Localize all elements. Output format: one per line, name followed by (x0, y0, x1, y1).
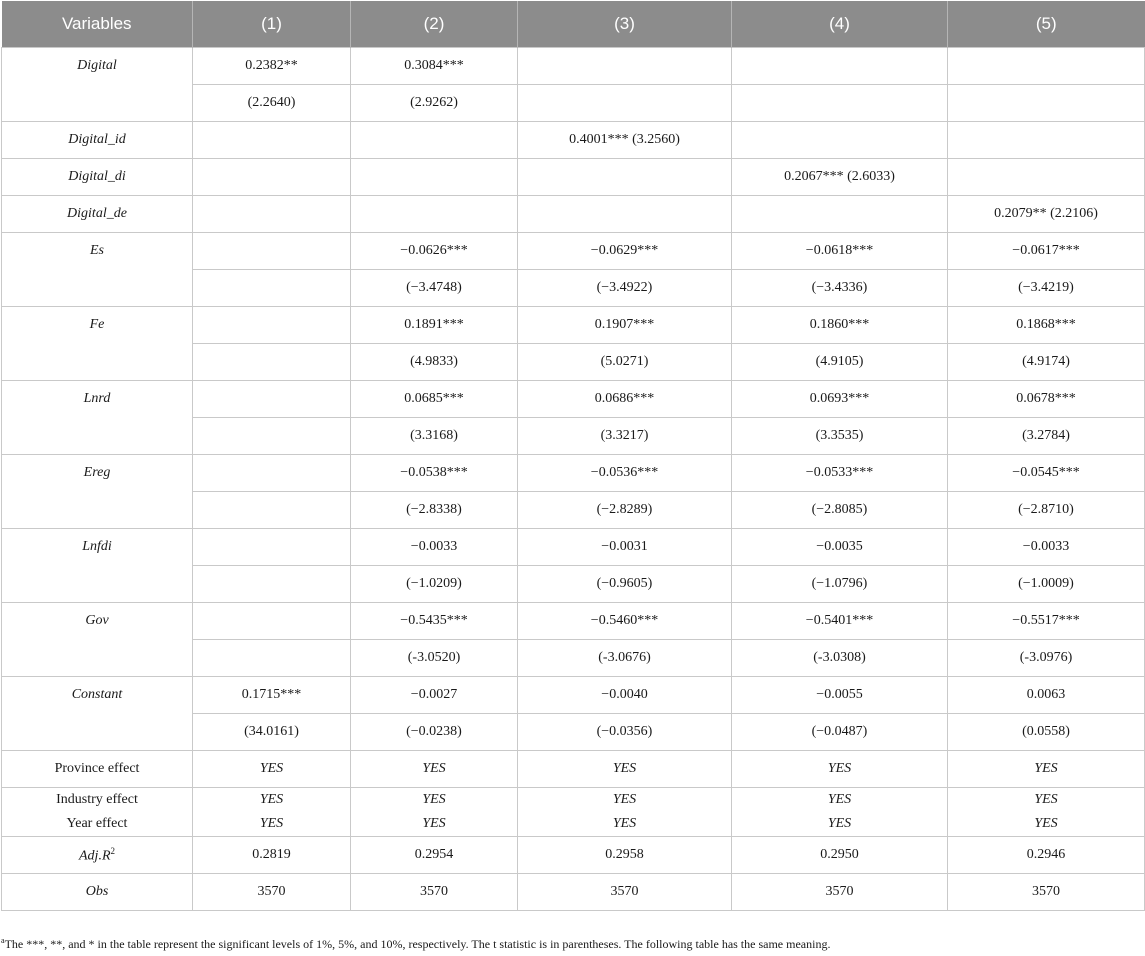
table-row-lnrd (2, 381, 1145, 418)
year-effect-label: Year effect (66, 816, 128, 831)
coef-cell: −0.0617*** (948, 233, 1145, 270)
header-col-5: (5) (948, 1, 1145, 48)
t-stat-cell (193, 418, 351, 455)
t-stat-cell: (4.9174) (948, 344, 1145, 381)
coef-cell (351, 122, 518, 159)
header-variables: Variables (2, 1, 193, 48)
coef-cell: −0.0027 (351, 677, 518, 714)
coef-cell: 0.0686*** (518, 381, 732, 418)
regression-table (1, 1, 1145, 911)
t-stat-cell: (4.9105) (732, 344, 948, 381)
variable-label-digital-de: Digital_de (2, 196, 193, 233)
table-row-gov (2, 603, 1145, 640)
table-row-es (2, 233, 1145, 270)
table-row-adj-r2 (2, 837, 1145, 874)
table-row-digital (2, 48, 1145, 85)
coef-cell: −0.5435*** (351, 603, 518, 640)
t-stat-cell: (3.3217) (518, 418, 732, 455)
table-row-fe (2, 307, 1145, 344)
variable-label-fe: Fe (2, 307, 193, 381)
variable-label-digital-id: Digital_id (2, 122, 193, 159)
coef-cell (518, 159, 732, 196)
t-stat-cell (193, 566, 351, 603)
obs-cell: 3570 (732, 874, 948, 911)
industry-effect-cell: YES (422, 792, 446, 807)
t-stat-cell: (−2.8710) (948, 492, 1145, 529)
t-stat-cell (732, 85, 948, 122)
coef-cell (193, 529, 351, 566)
t-stat-cell: (−3.4922) (518, 270, 732, 307)
variable-label-lnfdi: Lnfdi (2, 529, 193, 603)
t-stat-cell: (−1.0209) (351, 566, 518, 603)
variable-label-gov: Gov (2, 603, 193, 677)
coef-cell (732, 48, 948, 85)
t-stat-cell: (-3.0676) (518, 640, 732, 677)
industry-year-effect-label (2, 788, 193, 837)
coef-cell: 0.2382** (193, 48, 351, 85)
coef-cell (193, 196, 351, 233)
t-stat-cell: (2.2640) (193, 85, 351, 122)
industry-effect-cell: YES (827, 792, 852, 807)
t-stat-cell (193, 270, 351, 307)
coef-cell (193, 233, 351, 270)
t-stat-cell (948, 85, 1145, 122)
province-effect-label: Province effect (2, 751, 193, 788)
t-stat-cell: (−2.8085) (732, 492, 948, 529)
t-stat-cell: (2.9262) (351, 85, 518, 122)
table-row-industry-year-effect (2, 788, 1145, 837)
t-stat-cell: (3.3535) (732, 418, 948, 455)
t-stat-cell: (−2.8338) (351, 492, 518, 529)
coef-cell (518, 196, 732, 233)
header-col-3: (3) (518, 1, 732, 48)
table-row-province-effect (2, 751, 1145, 788)
t-stat-cell: (4.9833) (351, 344, 518, 381)
coef-cell (351, 196, 518, 233)
coef-cell: −0.0626*** (351, 233, 518, 270)
header-row (2, 1, 1145, 48)
adj-r2-label-text: Adj.R (79, 848, 111, 864)
coef-cell: −0.0033 (351, 529, 518, 566)
table-row-constant (2, 677, 1145, 714)
t-stat-cell: (3.2784) (948, 418, 1145, 455)
coef-cell (193, 122, 351, 159)
province-effect-cell: YES (351, 751, 518, 788)
obs-cell: 3570 (948, 874, 1145, 911)
coef-cell: 0.1860*** (732, 307, 948, 344)
t-stat-cell: (34.0161) (193, 714, 351, 751)
t-stat-cell: (−3.4336) (732, 270, 948, 307)
t-stat-cell: (−3.4748) (351, 270, 518, 307)
industry-effect-cell: YES (612, 792, 637, 807)
obs-cell: 3570 (351, 874, 518, 911)
coef-cell: 0.1891*** (351, 307, 518, 344)
year-effect-cell: YES (259, 816, 284, 831)
table-row-digital-di (2, 159, 1145, 196)
year-effect-cell: YES (612, 816, 637, 831)
variable-label-digital-di: Digital_di (2, 159, 193, 196)
coef-cell: −0.0538*** (351, 455, 518, 492)
t-stat-cell: (-3.0976) (948, 640, 1145, 677)
coef-cell: −0.0533*** (732, 455, 948, 492)
table-footnote (1, 936, 830, 952)
coef-cell (193, 307, 351, 344)
coef-cell: 0.0685*** (351, 381, 518, 418)
coef-cell: −0.0536*** (518, 455, 732, 492)
t-stat-cell (193, 492, 351, 529)
industry-year-effect-cell (351, 788, 518, 837)
variable-label-lnrd: Lnrd (2, 381, 193, 455)
variable-label-digital: Digital (2, 48, 193, 122)
coef-cell: −0.0033 (948, 529, 1145, 566)
coef-cell (948, 48, 1145, 85)
coef-cell: −0.5517*** (948, 603, 1145, 640)
footnote-marker: a (1, 936, 5, 945)
coef-cell: 0.2067*** (2.6033) (732, 159, 948, 196)
coef-cell (193, 381, 351, 418)
variable-label-constant: Constant (2, 677, 193, 751)
province-effect-cell: YES (948, 751, 1145, 788)
coef-cell (948, 122, 1145, 159)
header-col-2: (2) (351, 1, 518, 48)
industry-effect-label: Industry effect (56, 792, 138, 807)
header-col-4: (4) (732, 1, 948, 48)
industry-effect-cell: YES (1034, 792, 1058, 807)
t-stat-cell: (5.0271) (518, 344, 732, 381)
t-stat-cell: (3.3168) (351, 418, 518, 455)
t-stat-cell: (−0.9605) (518, 566, 732, 603)
t-stat-cell: (-3.0308) (732, 640, 948, 677)
industry-year-effect-cell (732, 788, 948, 837)
obs-cell: 3570 (193, 874, 351, 911)
adj-r2-cell: 0.2958 (518, 837, 732, 874)
coef-cell: −0.0629*** (518, 233, 732, 270)
coef-cell: 0.1868*** (948, 307, 1145, 344)
adj-r2-cell: 0.2950 (732, 837, 948, 874)
coef-cell: −0.0545*** (948, 455, 1145, 492)
t-stat-cell: (−2.8289) (518, 492, 732, 529)
t-stat-cell: (0.0558) (948, 714, 1145, 751)
adj-r2-cell: 0.2819 (193, 837, 351, 874)
coef-cell (193, 603, 351, 640)
t-stat-cell: (−0.0487) (732, 714, 948, 751)
coef-cell: 0.0678*** (948, 381, 1145, 418)
coef-cell (732, 122, 948, 159)
province-effect-cell: YES (193, 751, 351, 788)
table-row-ereg (2, 455, 1145, 492)
industry-year-effect-cell (948, 788, 1145, 837)
coef-cell: 0.2079** (2.2106) (948, 196, 1145, 233)
adj-r2-superscript: 2 (110, 845, 115, 856)
coef-cell: 0.3084*** (351, 48, 518, 85)
coef-cell: −0.0040 (518, 677, 732, 714)
coef-cell: −0.0055 (732, 677, 948, 714)
province-effect-cell: YES (518, 751, 732, 788)
t-stat-cell (193, 640, 351, 677)
coef-cell: −0.0618*** (732, 233, 948, 270)
year-effect-cell: YES (827, 816, 852, 831)
footnote-text: The ***, **, and * in the table represent the significant levels of 1%, 5%, and 10%, respectively. The t statistic is in parentheses. The following table has the same meaning. (4, 937, 831, 951)
coef-cell (948, 159, 1145, 196)
coef-cell: 0.1715*** (193, 677, 351, 714)
obs-cell: 3570 (518, 874, 732, 911)
industry-year-effect-cell (193, 788, 351, 837)
coef-cell (193, 455, 351, 492)
coef-cell: −0.0031 (518, 529, 732, 566)
year-effect-cell: YES (422, 816, 446, 831)
coef-cell: 0.0063 (948, 677, 1145, 714)
province-effect-cell: YES (732, 751, 948, 788)
table-row-lnfdi (2, 529, 1145, 566)
coef-cell: 0.0693*** (732, 381, 948, 418)
coef-cell (518, 48, 732, 85)
header-col-1: (1) (193, 1, 351, 48)
adj-r2-cell: 0.2946 (948, 837, 1145, 874)
table-body (2, 48, 1145, 911)
industry-year-effect-cell (518, 788, 732, 837)
t-stat-cell (518, 85, 732, 122)
coef-cell: 0.4001*** (3.2560) (518, 122, 732, 159)
t-stat-cell: (−1.0009) (948, 566, 1145, 603)
t-stat-cell: (−1.0796) (732, 566, 948, 603)
table-row-digital-de (2, 196, 1145, 233)
coef-cell: −0.0035 (732, 529, 948, 566)
table-row-obs (2, 874, 1145, 911)
coef-cell: −0.5401*** (732, 603, 948, 640)
coef-cell (732, 196, 948, 233)
coef-cell (351, 159, 518, 196)
t-stat-cell (193, 344, 351, 381)
table-row-digital-id (2, 122, 1145, 159)
t-stat-cell: (−0.0356) (518, 714, 732, 751)
coef-cell: 0.1907*** (518, 307, 732, 344)
year-effect-cell: YES (1034, 816, 1058, 831)
t-stat-cell: (−3.4219) (948, 270, 1145, 307)
t-stat-cell: (-3.0520) (351, 640, 518, 677)
obs-label: Obs (2, 874, 193, 911)
t-stat-cell: (−0.0238) (351, 714, 518, 751)
adj-r2-cell: 0.2954 (351, 837, 518, 874)
adj-r2-label (2, 837, 193, 874)
coef-cell: −0.5460*** (518, 603, 732, 640)
coef-cell (193, 159, 351, 196)
industry-effect-cell: YES (259, 792, 284, 807)
variable-label-ereg: Ereg (2, 455, 193, 529)
variable-label-es: Es (2, 233, 193, 307)
